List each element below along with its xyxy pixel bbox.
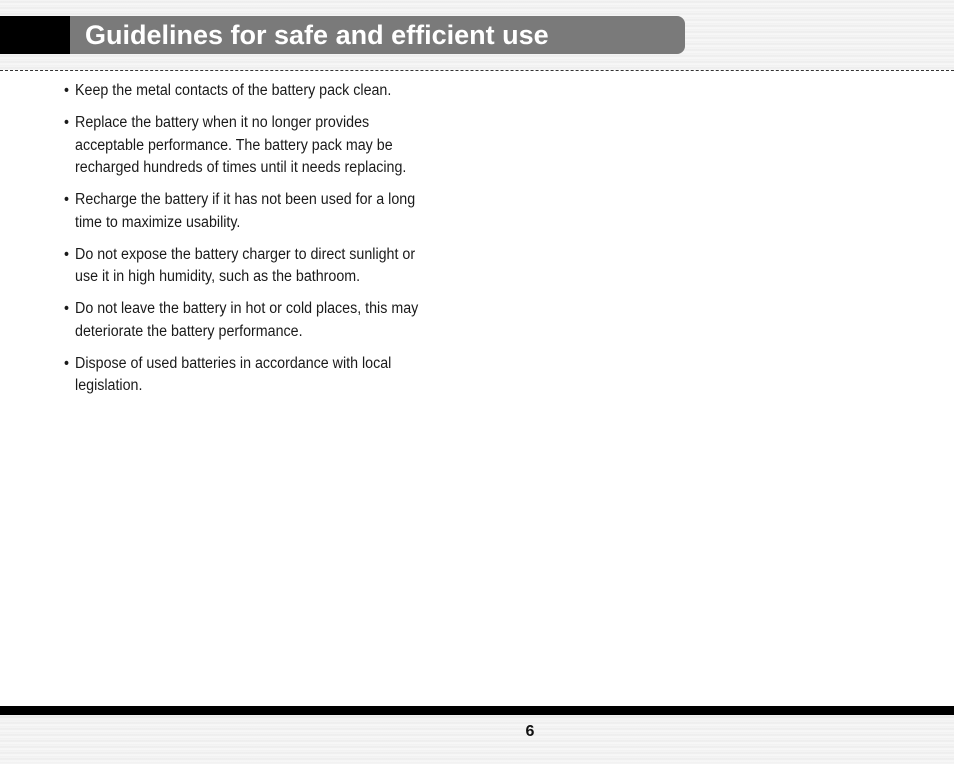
page-title: Guidelines for safe and efficient use [85, 19, 549, 50]
guidelines-list [64, 80, 441, 407]
list-item [64, 189, 441, 234]
bullet-icon: • [64, 300, 70, 317]
title-accent-block [0, 16, 70, 54]
list-item [64, 80, 441, 103]
title-bar [70, 16, 685, 54]
bullet-icon: • [64, 354, 70, 372]
list-item-text: Keep the metal contacts of the battery pack clean. [75, 82, 392, 99]
list-item [64, 244, 441, 289]
list-item-text: Do not leave the battery in hot or cold places, this may deteriorate the battery performance. [75, 300, 419, 340]
list-item-text: Recharge the battery if it has not been used for a long time to maximize usability. [75, 191, 416, 231]
list-item-text: Do not expose the battery charger to direct sunlight or use it in high humidity, such as the bathroom. [75, 245, 416, 285]
list-item-text: Replace the battery when it no longer provides acceptable performance. The battery pack may be recharged hundreds of times until it needs replacing. [75, 114, 407, 176]
list-item [64, 353, 441, 398]
bullet-icon: • [64, 82, 70, 99]
page-number: 6 [525, 723, 535, 740]
list-item [64, 112, 441, 180]
footer-bar [0, 706, 954, 715]
bullet-icon: • [64, 191, 70, 208]
dashed-divider [0, 70, 954, 71]
bullet-icon: • [64, 114, 70, 131]
footer-band [0, 715, 954, 764]
list-item [64, 298, 441, 343]
list-item-text: Dispose of used batteries in accordance with local legislation. [75, 354, 392, 394]
bullet-icon: • [64, 245, 70, 263]
